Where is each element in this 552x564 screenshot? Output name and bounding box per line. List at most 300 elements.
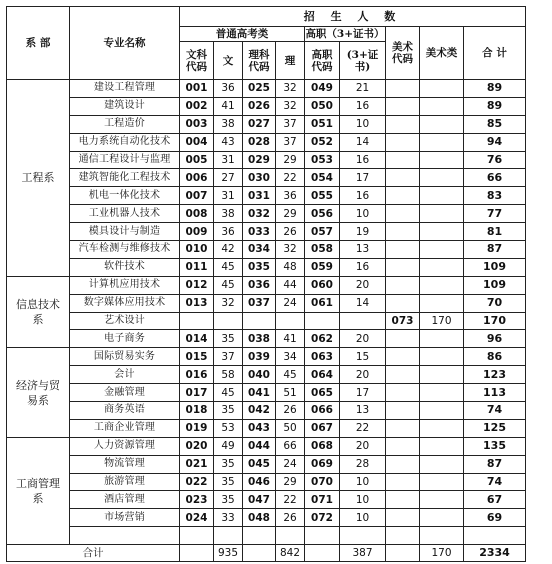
wen-code: 010 xyxy=(180,241,214,259)
major-name: 建设工程管理 xyxy=(70,80,180,98)
gz-code: 055 xyxy=(305,187,340,205)
li-count: 32 xyxy=(276,80,305,98)
major-name: 软件技术 xyxy=(70,258,180,276)
li-code: 043 xyxy=(243,419,276,437)
table-row xyxy=(7,491,526,509)
li-code: 047 xyxy=(243,491,276,509)
row-total: 94 xyxy=(464,133,526,151)
wen-count: 35 xyxy=(214,402,243,420)
row-total: 83 xyxy=(464,187,526,205)
li-count: 29 xyxy=(276,151,305,169)
major-name: 人力资源管理 xyxy=(70,437,180,455)
gz-code: 061 xyxy=(305,294,340,312)
art-count xyxy=(420,294,464,312)
gz-count: 20 xyxy=(340,330,386,348)
gz-code: 054 xyxy=(305,169,340,187)
art-count xyxy=(420,276,464,294)
gz-count: 21 xyxy=(340,80,386,98)
li-code: 030 xyxy=(243,169,276,187)
dept-name: 工商管理系 xyxy=(7,437,70,544)
art-code xyxy=(386,294,420,312)
gz-count: 22 xyxy=(340,419,386,437)
summary-empty xyxy=(305,545,340,562)
wen-code: 009 xyxy=(180,223,214,241)
table-row xyxy=(7,169,526,187)
art-count xyxy=(420,491,464,509)
gz-count: 17 xyxy=(340,384,386,402)
row-total: 123 xyxy=(464,366,526,384)
major-name: 机电一体化技术 xyxy=(70,187,180,205)
wen-code: 020 xyxy=(180,437,214,455)
major-name: 模具设计与制造 xyxy=(70,223,180,241)
wen-count: 36 xyxy=(214,80,243,98)
gz-count: 10 xyxy=(340,491,386,509)
li-count: 24 xyxy=(276,455,305,473)
header-li-code: 理科代码 xyxy=(243,42,276,80)
row-total: 87 xyxy=(464,455,526,473)
table-row xyxy=(7,509,526,527)
li-code: 037 xyxy=(243,294,276,312)
table-row xyxy=(7,455,526,473)
table-row xyxy=(7,384,526,402)
li-count: 51 xyxy=(276,384,305,402)
wen-code: 008 xyxy=(180,205,214,223)
wen-code: 018 xyxy=(180,402,214,420)
wen-code: 013 xyxy=(180,294,214,312)
art-count xyxy=(420,80,464,98)
art-code xyxy=(386,169,420,187)
row-total: 67 xyxy=(464,491,526,509)
table-row xyxy=(7,80,526,98)
row-total: 70 xyxy=(464,294,526,312)
li-code: 036 xyxy=(243,276,276,294)
row-total: 109 xyxy=(464,276,526,294)
gz-count: 15 xyxy=(340,348,386,366)
art-code xyxy=(386,455,420,473)
li-code: 032 xyxy=(243,205,276,223)
row-total: 87 xyxy=(464,241,526,259)
wen-count: 45 xyxy=(214,258,243,276)
li-count: 41 xyxy=(276,330,305,348)
art-code xyxy=(386,330,420,348)
major-name: 汽车检测与维修技术 xyxy=(70,241,180,259)
gz-code: 049 xyxy=(305,80,340,98)
li-code: 040 xyxy=(243,366,276,384)
gz-count xyxy=(340,527,386,545)
wen-count: 31 xyxy=(214,151,243,169)
major-name: 工业机器人技术 xyxy=(70,205,180,223)
li-code: 039 xyxy=(243,348,276,366)
row-total: 85 xyxy=(464,115,526,133)
art-count xyxy=(420,527,464,545)
header-dept: 系 部 xyxy=(7,7,70,80)
gz-count: 13 xyxy=(340,402,386,420)
li-code: 044 xyxy=(243,437,276,455)
wen-count: 49 xyxy=(214,437,243,455)
gz-code: 051 xyxy=(305,115,340,133)
li-code: 026 xyxy=(243,97,276,115)
li-count: 32 xyxy=(276,241,305,259)
art-code xyxy=(386,527,420,545)
gz-code: 052 xyxy=(305,133,340,151)
table-row xyxy=(7,276,526,294)
header-gz-code: 高职代码 xyxy=(305,42,340,80)
gz-count: 20 xyxy=(340,276,386,294)
wen-count: 42 xyxy=(214,241,243,259)
wen-code xyxy=(180,312,214,330)
li-count: 24 xyxy=(276,294,305,312)
li-count: 66 xyxy=(276,437,305,455)
major-name: 酒店管理 xyxy=(70,491,180,509)
art-code xyxy=(386,509,420,527)
gz-count: 10 xyxy=(340,509,386,527)
art-code xyxy=(386,187,420,205)
major-name: 国际贸易实务 xyxy=(70,348,180,366)
table-row xyxy=(7,97,526,115)
li-code: 042 xyxy=(243,402,276,420)
gz-count: 10 xyxy=(340,115,386,133)
table-body xyxy=(7,80,526,562)
wen-count: 58 xyxy=(214,366,243,384)
li-count: 37 xyxy=(276,133,305,151)
gz-code: 065 xyxy=(305,384,340,402)
major-name: 金融管理 xyxy=(70,384,180,402)
wen-code: 022 xyxy=(180,473,214,491)
art-count xyxy=(420,419,464,437)
art-code xyxy=(386,115,420,133)
art-count xyxy=(420,169,464,187)
summary-row xyxy=(7,545,526,562)
li-count: 48 xyxy=(276,258,305,276)
li-code: 046 xyxy=(243,473,276,491)
row-total: 74 xyxy=(464,402,526,420)
header-gaozhi: 高职（3+证书） xyxy=(305,28,385,40)
li-code: 029 xyxy=(243,151,276,169)
major-name: 艺术设计 xyxy=(70,312,180,330)
art-code xyxy=(386,473,420,491)
wen-code: 007 xyxy=(180,187,214,205)
wen-count: 45 xyxy=(214,384,243,402)
wen-code: 023 xyxy=(180,491,214,509)
gz-code: 071 xyxy=(305,491,340,509)
art-code xyxy=(386,151,420,169)
summary-li: 842 xyxy=(276,545,305,562)
summary-empty xyxy=(180,545,214,562)
li-count: 26 xyxy=(276,509,305,527)
art-count xyxy=(420,151,464,169)
art-count xyxy=(420,223,464,241)
li-code: 041 xyxy=(243,384,276,402)
gz-count: 20 xyxy=(340,437,386,455)
table-row xyxy=(7,115,526,133)
art-code xyxy=(386,419,420,437)
table-row xyxy=(7,527,526,545)
wen-count: 45 xyxy=(214,276,243,294)
wen-count xyxy=(214,527,243,545)
wen-count: 37 xyxy=(214,348,243,366)
enrollment-table xyxy=(6,6,526,562)
wen-code: 006 xyxy=(180,169,214,187)
art-count xyxy=(420,509,464,527)
table-row xyxy=(7,419,526,437)
art-code xyxy=(386,133,420,151)
row-total: 170 xyxy=(464,312,526,330)
major-name: 工商企业管理 xyxy=(70,419,180,437)
major-name: 市场营销 xyxy=(70,509,180,527)
li-count: 29 xyxy=(276,205,305,223)
art-code xyxy=(386,402,420,420)
wen-code xyxy=(180,527,214,545)
wen-code: 015 xyxy=(180,348,214,366)
wen-count: 36 xyxy=(214,223,243,241)
table-row xyxy=(7,402,526,420)
wen-count: 43 xyxy=(214,133,243,151)
gz-count: 28 xyxy=(340,455,386,473)
dept-name: 信息技术系 xyxy=(7,276,70,348)
art-count xyxy=(420,187,464,205)
major-name: 通信工程设计与监理 xyxy=(70,151,180,169)
li-code: 028 xyxy=(243,133,276,151)
gz-count: 10 xyxy=(340,205,386,223)
table-row xyxy=(7,437,526,455)
gz-code: 050 xyxy=(305,97,340,115)
header-wen: 文 xyxy=(214,42,243,80)
art-count xyxy=(420,330,464,348)
art-code xyxy=(386,241,420,259)
li-count: 50 xyxy=(276,419,305,437)
wen-count: 32 xyxy=(214,294,243,312)
gz-code: 072 xyxy=(305,509,340,527)
table-row xyxy=(7,330,526,348)
header-art-code: 美术代码 xyxy=(386,27,420,80)
major-name: 建筑智能化工程技术 xyxy=(70,169,180,187)
art-code xyxy=(386,258,420,276)
major-name: 物流管理 xyxy=(70,455,180,473)
li-code: 027 xyxy=(243,115,276,133)
summary-total: 2334 xyxy=(464,545,526,562)
art-code xyxy=(386,366,420,384)
li-count: 44 xyxy=(276,276,305,294)
major-name: 电子商务 xyxy=(70,330,180,348)
wen-code: 024 xyxy=(180,509,214,527)
row-total: 113 xyxy=(464,384,526,402)
gz-code: 053 xyxy=(305,151,340,169)
li-count: 36 xyxy=(276,187,305,205)
gz-code: 057 xyxy=(305,223,340,241)
wen-code: 019 xyxy=(180,419,214,437)
header-li: 理 xyxy=(276,42,305,80)
table-row xyxy=(7,223,526,241)
table-row xyxy=(7,294,526,312)
row-total xyxy=(464,527,526,545)
gz-count: 16 xyxy=(340,97,386,115)
major-name: 旅游管理 xyxy=(70,473,180,491)
wen-code: 011 xyxy=(180,258,214,276)
wen-count: 35 xyxy=(214,455,243,473)
li-code: 035 xyxy=(243,258,276,276)
gz-count xyxy=(340,312,386,330)
art-count xyxy=(420,97,464,115)
li-count: 26 xyxy=(276,402,305,420)
wen-count: 41 xyxy=(214,97,243,115)
gz-code: 066 xyxy=(305,402,340,420)
li-count: 45 xyxy=(276,366,305,384)
li-count xyxy=(276,527,305,545)
row-total: 66 xyxy=(464,169,526,187)
row-total: 89 xyxy=(464,97,526,115)
table-row xyxy=(7,312,526,330)
row-total: 135 xyxy=(464,437,526,455)
gz-code: 060 xyxy=(305,276,340,294)
art-code xyxy=(386,348,420,366)
wen-count: 35 xyxy=(214,330,243,348)
art-count xyxy=(420,258,464,276)
gz-code: 062 xyxy=(305,330,340,348)
row-total: 125 xyxy=(464,419,526,437)
wen-code: 002 xyxy=(180,97,214,115)
table-row xyxy=(7,187,526,205)
table-row xyxy=(7,133,526,151)
li-code: 034 xyxy=(243,241,276,259)
li-code: 038 xyxy=(243,330,276,348)
gz-code: 059 xyxy=(305,258,340,276)
wen-code: 003 xyxy=(180,115,214,133)
gz-count: 19 xyxy=(340,223,386,241)
gz-count: 14 xyxy=(340,294,386,312)
row-total: 76 xyxy=(464,151,526,169)
art-count xyxy=(420,241,464,259)
art-code xyxy=(386,437,420,455)
header-wen-code: 文科代码 xyxy=(180,42,214,80)
gz-code: 068 xyxy=(305,437,340,455)
li-count: 37 xyxy=(276,115,305,133)
row-total: 109 xyxy=(464,258,526,276)
art-count xyxy=(420,348,464,366)
summary-empty xyxy=(386,545,420,562)
table-row xyxy=(7,366,526,384)
li-code: 045 xyxy=(243,455,276,473)
gz-code xyxy=(305,527,340,545)
gz-code: 070 xyxy=(305,473,340,491)
row-total: 77 xyxy=(464,205,526,223)
summary-label: 合计 xyxy=(7,545,180,562)
gz-code: 056 xyxy=(305,205,340,223)
wen-count: 35 xyxy=(214,473,243,491)
art-count xyxy=(420,437,464,455)
major-name: 数字媒体应用技术 xyxy=(70,294,180,312)
major-name: 电力系统自动化技术 xyxy=(70,133,180,151)
summary-wen: 935 xyxy=(214,545,243,562)
header-gz: (3+证书) xyxy=(340,42,386,80)
wen-code: 005 xyxy=(180,151,214,169)
art-count xyxy=(420,115,464,133)
gz-count: 14 xyxy=(340,133,386,151)
art-code xyxy=(386,223,420,241)
art-code: 073 xyxy=(386,312,420,330)
wen-count: 35 xyxy=(214,491,243,509)
table-row xyxy=(7,151,526,169)
li-count: 26 xyxy=(276,223,305,241)
art-code xyxy=(386,491,420,509)
dept-name: 工程系 xyxy=(7,80,70,277)
gz-count: 13 xyxy=(340,241,386,259)
header-putong: 普通高考类 xyxy=(180,27,305,42)
art-count xyxy=(420,402,464,420)
header-art: 美术类 xyxy=(420,27,464,80)
li-code xyxy=(243,527,276,545)
table-row xyxy=(7,258,526,276)
li-count: 22 xyxy=(276,491,305,509)
art-count xyxy=(420,384,464,402)
table-row xyxy=(7,348,526,366)
gz-count: 20 xyxy=(340,366,386,384)
li-code: 048 xyxy=(243,509,276,527)
li-code: 033 xyxy=(243,223,276,241)
gz-code: 069 xyxy=(305,455,340,473)
major-name: 商务英语 xyxy=(70,402,180,420)
wen-count xyxy=(214,312,243,330)
summary-empty xyxy=(243,545,276,562)
major-name: 工程造价 xyxy=(70,115,180,133)
row-total: 69 xyxy=(464,509,526,527)
row-total: 81 xyxy=(464,223,526,241)
wen-code: 004 xyxy=(180,133,214,151)
major-name: 计算机应用技术 xyxy=(70,276,180,294)
gz-count: 10 xyxy=(340,473,386,491)
wen-count: 31 xyxy=(214,187,243,205)
major-name xyxy=(70,527,180,545)
gz-code: 064 xyxy=(305,366,340,384)
gz-count: 16 xyxy=(340,187,386,205)
major-name: 建筑设计 xyxy=(70,97,180,115)
wen-code: 001 xyxy=(180,80,214,98)
art-code xyxy=(386,205,420,223)
wen-code: 021 xyxy=(180,455,214,473)
gz-code xyxy=(305,312,340,330)
art-code xyxy=(386,384,420,402)
dept-name: 经济与贸易系 xyxy=(7,348,70,437)
header-total: 合 计 xyxy=(464,27,526,80)
wen-code: 014 xyxy=(180,330,214,348)
gz-code: 063 xyxy=(305,348,340,366)
wen-count: 38 xyxy=(214,205,243,223)
wen-count: 53 xyxy=(214,419,243,437)
gz-code: 067 xyxy=(305,419,340,437)
wen-count: 27 xyxy=(214,169,243,187)
table-row xyxy=(7,473,526,491)
art-code xyxy=(386,80,420,98)
art-code xyxy=(386,97,420,115)
art-count xyxy=(420,366,464,384)
wen-code: 017 xyxy=(180,384,214,402)
wen-count: 38 xyxy=(214,115,243,133)
wen-code: 012 xyxy=(180,276,214,294)
wen-count: 33 xyxy=(214,509,243,527)
header-enroll: 招 生 人 数 xyxy=(180,7,526,27)
li-count: 34 xyxy=(276,348,305,366)
summary-gz: 387 xyxy=(340,545,386,562)
gz-count: 17 xyxy=(340,169,386,187)
li-code: 031 xyxy=(243,187,276,205)
art-count xyxy=(420,473,464,491)
li-count: 32 xyxy=(276,97,305,115)
gz-count: 16 xyxy=(340,258,386,276)
art-count xyxy=(420,133,464,151)
li-code: 025 xyxy=(243,80,276,98)
li-count: 22 xyxy=(276,169,305,187)
wen-code: 016 xyxy=(180,366,214,384)
major-name: 会计 xyxy=(70,366,180,384)
